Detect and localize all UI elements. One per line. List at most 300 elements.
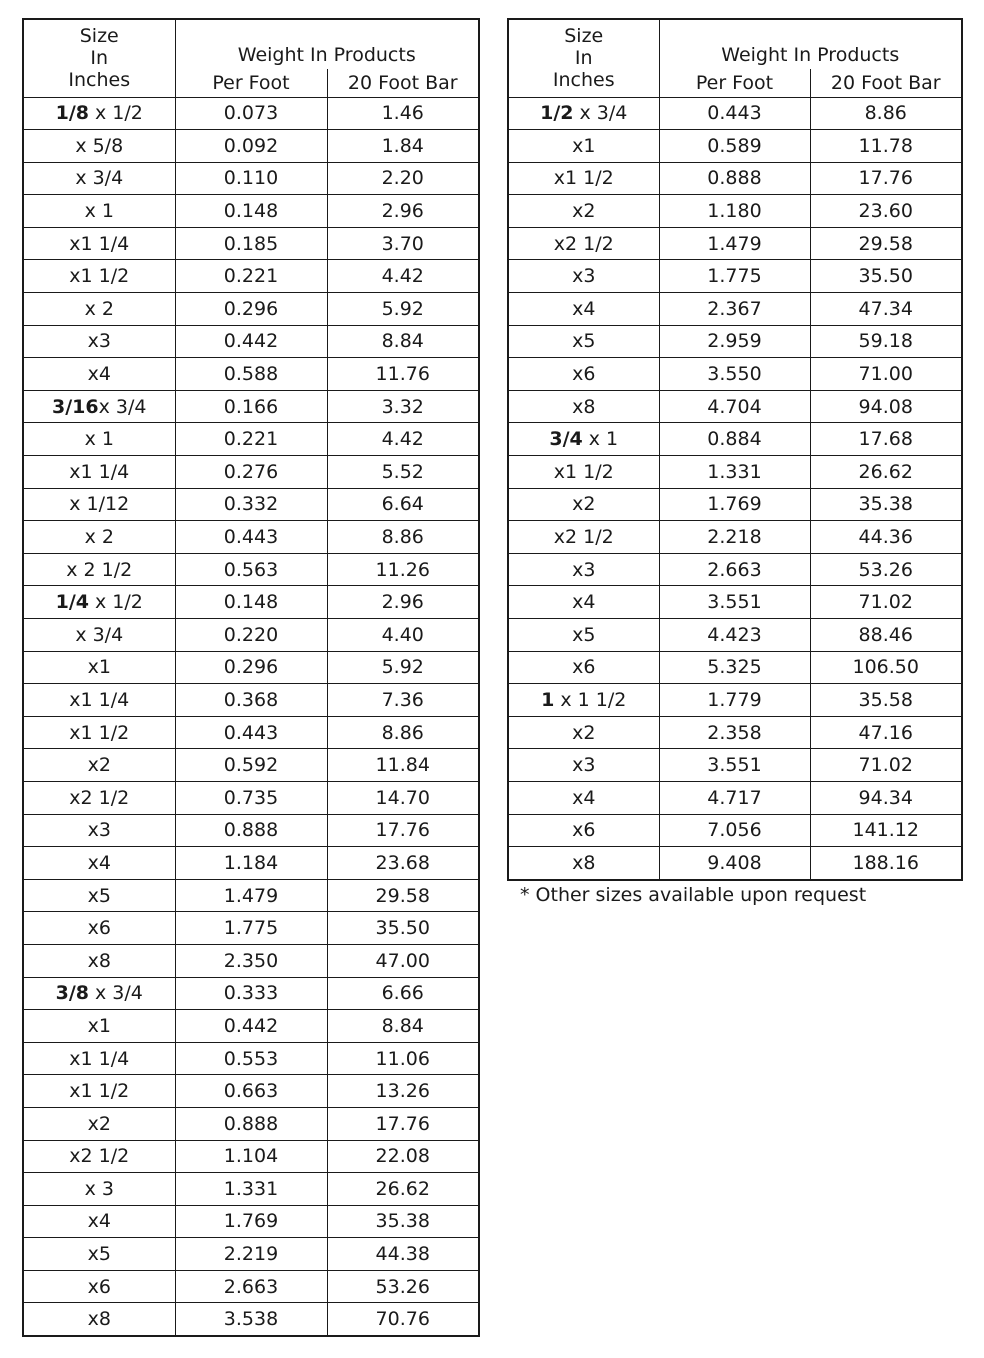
- size-cell: [23, 1140, 175, 1173]
- bar-weight-cell: 2.20: [327, 162, 479, 195]
- size-cell: [508, 781, 659, 814]
- size-cell: [23, 162, 175, 195]
- bar-weight-cell: 5.92: [327, 293, 479, 326]
- per-foot-cell: 3.551: [659, 749, 810, 782]
- per-foot-cell: 0.442: [175, 325, 327, 358]
- size-width: x4: [572, 297, 596, 320]
- bar-weight-cell: 35.38: [810, 488, 962, 521]
- size-cell: [23, 423, 175, 456]
- weight-table-left: [22, 18, 480, 1337]
- table-row: [23, 1042, 479, 1075]
- size-width: x2 1/2: [553, 526, 614, 549]
- table-row: [508, 716, 962, 749]
- size-cell: [23, 1173, 175, 1206]
- size-cell: [23, 781, 175, 814]
- size-cell: [23, 97, 175, 130]
- bar-weight-cell: 47.34: [810, 293, 962, 326]
- per-foot-cell: 0.368: [175, 684, 327, 717]
- size-cell: [23, 944, 175, 977]
- table-row: [508, 260, 962, 293]
- bar-weight-cell: 6.66: [327, 977, 479, 1010]
- size-width: x 2 1/2: [66, 558, 133, 581]
- table-row: [23, 814, 479, 847]
- bar-weight-cell: 106.50: [810, 651, 962, 684]
- per-foot-cell: 0.663: [175, 1075, 327, 1108]
- per-foot-cell: 0.073: [175, 97, 327, 130]
- size-width: x4: [572, 591, 596, 614]
- per-foot-cell: 0.221: [175, 423, 327, 456]
- bar-weight-cell: 23.68: [327, 847, 479, 880]
- bar-weight-cell: 29.58: [327, 879, 479, 912]
- per-foot-cell: 0.589: [659, 130, 810, 163]
- size-width: x 3/4: [573, 102, 628, 125]
- weight-table-right: [507, 18, 963, 881]
- per-foot-header: Per Foot: [175, 69, 327, 97]
- size-width: x 1: [84, 200, 114, 223]
- size-cell: [23, 1238, 175, 1271]
- size-width: x3: [572, 754, 596, 777]
- size-width: x3: [572, 558, 596, 581]
- size-width: x2 1/2: [69, 786, 130, 809]
- size-cell: [508, 423, 659, 456]
- bar-weight-cell: 35.38: [327, 1205, 479, 1238]
- size-cell: [23, 195, 175, 228]
- per-foot-cell: 0.884: [659, 423, 810, 456]
- bar-weight-cell: 17.68: [810, 423, 962, 456]
- size-cell: [23, 684, 175, 717]
- per-foot-cell: 1.180: [659, 195, 810, 228]
- table-row: [23, 619, 479, 652]
- per-foot-cell: 2.663: [659, 553, 810, 586]
- size-cell: [508, 195, 659, 228]
- size-cell: [23, 325, 175, 358]
- weight-group-header: Weight In Products: [175, 19, 479, 69]
- bar-header: 20 Foot Bar: [327, 69, 479, 97]
- size-cell: [23, 1042, 175, 1075]
- table-row: [23, 879, 479, 912]
- table-row: [508, 781, 962, 814]
- bar-weight-cell: 1.46: [327, 97, 479, 130]
- size-cell: [508, 456, 659, 489]
- size-header-line-1: Size: [564, 25, 604, 48]
- bar-weight-cell: 94.34: [810, 781, 962, 814]
- table-row: [23, 1173, 479, 1206]
- per-foot-cell: 0.333: [175, 977, 327, 1010]
- bar-weight-cell: 47.00: [327, 944, 479, 977]
- bar-weight-cell: 188.16: [810, 847, 962, 880]
- per-foot-cell: 0.148: [175, 195, 327, 228]
- size-width: x5: [572, 623, 596, 646]
- bar-weight-cell: 71.00: [810, 358, 962, 391]
- size-cell: [23, 260, 175, 293]
- size-cell: [23, 716, 175, 749]
- table-row: [23, 781, 479, 814]
- size-cell: [508, 260, 659, 293]
- size-width: x 1/12: [69, 493, 130, 516]
- size-cell: [23, 879, 175, 912]
- bar-weight-cell: 11.84: [327, 749, 479, 782]
- per-foot-cell: 0.092: [175, 130, 327, 163]
- size-width: x6: [87, 917, 111, 940]
- size-width: x1: [87, 656, 111, 679]
- size-thickness: 3/16: [52, 395, 99, 418]
- table-row: [23, 325, 479, 358]
- table-row: [23, 358, 479, 391]
- bar-weight-cell: 2.96: [327, 195, 479, 228]
- size-thickness: 1/2: [540, 102, 574, 125]
- size-width: x 3/4: [75, 623, 124, 646]
- per-foot-cell: 4.423: [659, 619, 810, 652]
- bar-weight-cell: 4.40: [327, 619, 479, 652]
- size-width: x8: [572, 851, 596, 874]
- per-foot-cell: 0.888: [175, 814, 327, 847]
- bar-weight-cell: 6.64: [327, 488, 479, 521]
- size-cell: [23, 1010, 175, 1043]
- per-foot-cell: 1.775: [659, 260, 810, 293]
- size-cell: [23, 749, 175, 782]
- per-foot-cell: 0.296: [175, 651, 327, 684]
- table-row: [23, 1075, 479, 1108]
- per-foot-cell: 7.056: [659, 814, 810, 847]
- bar-weight-cell: 13.26: [327, 1075, 479, 1108]
- size-width: x1 1/2: [69, 721, 130, 744]
- table-row: [508, 227, 962, 260]
- size-width: x1 1/2: [553, 167, 614, 190]
- per-foot-cell: 2.218: [659, 521, 810, 554]
- size-header-line-3: Inches: [552, 69, 615, 92]
- size-cell: [508, 553, 659, 586]
- size-width: x 5/8: [75, 134, 124, 157]
- bar-weight-cell: 2.96: [327, 586, 479, 619]
- per-foot-cell: 3.538: [175, 1303, 327, 1336]
- table-row: [23, 521, 479, 554]
- bar-weight-cell: 17.76: [327, 1107, 479, 1140]
- table-row: [508, 684, 962, 717]
- per-foot-cell: 1.104: [175, 1140, 327, 1173]
- bar-weight-cell: 141.12: [810, 814, 962, 847]
- size-width: x4: [572, 786, 596, 809]
- size-cell: [23, 488, 175, 521]
- size-thickness: 1: [541, 688, 555, 711]
- per-foot-cell: 3.550: [659, 358, 810, 391]
- size-width: x8: [572, 395, 596, 418]
- per-foot-cell: 2.219: [175, 1238, 327, 1271]
- bar-weight-cell: 3.32: [327, 390, 479, 423]
- per-foot-cell: 0.735: [175, 781, 327, 814]
- size-cell: [23, 651, 175, 684]
- per-foot-header: Per Foot: [659, 69, 810, 97]
- size-width: x2 1/2: [69, 1145, 130, 1168]
- size-cell: [508, 358, 659, 391]
- size-width: x 1: [84, 428, 114, 451]
- size-width: x6: [87, 1275, 111, 1298]
- bar-weight-cell: 11.78: [810, 130, 962, 163]
- size-width: x1 1/4: [69, 460, 130, 483]
- bar-weight-cell: 71.02: [810, 749, 962, 782]
- size-width: x3: [572, 265, 596, 288]
- table-row: [508, 553, 962, 586]
- bar-weight-cell: 94.08: [810, 390, 962, 423]
- table-row: [23, 1205, 479, 1238]
- size-width: x2 1/2: [553, 232, 614, 255]
- size-cell: [23, 521, 175, 554]
- table-row: [23, 1238, 479, 1271]
- size-width: x2: [572, 721, 596, 744]
- bar-weight-cell: 35.58: [810, 684, 962, 717]
- table-row: [508, 358, 962, 391]
- per-foot-cell: 4.717: [659, 781, 810, 814]
- bar-weight-cell: 11.26: [327, 553, 479, 586]
- table-row: [23, 749, 479, 782]
- size-width: x2: [572, 493, 596, 516]
- table-row: [23, 586, 479, 619]
- table-row: [508, 130, 962, 163]
- bar-weight-cell: 26.62: [327, 1173, 479, 1206]
- bar-weight-cell: 8.84: [327, 1010, 479, 1043]
- size-header-line-3: Inches: [68, 69, 131, 92]
- bar-weight-cell: 23.60: [810, 195, 962, 228]
- bar-weight-cell: 22.08: [327, 1140, 479, 1173]
- size-width: x 2: [84, 297, 114, 320]
- size-width: x2: [87, 754, 111, 777]
- size-thickness: 1/8: [55, 102, 89, 125]
- size-cell: [23, 553, 175, 586]
- table-row: [508, 390, 962, 423]
- bar-weight-cell: 17.76: [810, 162, 962, 195]
- size-width: x1 1/4: [69, 688, 130, 711]
- size-width: x1 1/2: [69, 265, 130, 288]
- table-row: [508, 586, 962, 619]
- size-width: x1 1/4: [69, 232, 130, 255]
- per-foot-cell: 0.332: [175, 488, 327, 521]
- size-cell: [23, 456, 175, 489]
- per-foot-cell: 0.442: [175, 1010, 327, 1043]
- size-cell: [508, 488, 659, 521]
- bar-weight-cell: 8.86: [327, 716, 479, 749]
- size-cell: [23, 1075, 175, 1108]
- bar-weight-cell: 17.76: [327, 814, 479, 847]
- table-row: [23, 944, 479, 977]
- table-row: [508, 195, 962, 228]
- bar-header: 20 Foot Bar: [810, 69, 962, 97]
- size-width: x 1/2: [88, 102, 143, 125]
- per-foot-cell: 0.592: [175, 749, 327, 782]
- size-cell: [23, 814, 175, 847]
- table-row: [508, 162, 962, 195]
- table-row: [23, 684, 479, 717]
- table-row: [508, 651, 962, 684]
- bar-weight-cell: 8.86: [327, 521, 479, 554]
- size-width: x 3/4: [98, 395, 147, 418]
- size-width: x 1/2: [88, 591, 143, 614]
- per-foot-cell: 0.443: [175, 716, 327, 749]
- table-row: [23, 227, 479, 260]
- size-cell: [23, 358, 175, 391]
- table-row: [23, 1303, 479, 1336]
- size-width: x1: [572, 134, 596, 157]
- bar-weight-cell: 4.42: [327, 260, 479, 293]
- bar-weight-cell: 53.26: [810, 553, 962, 586]
- size-width: x6: [572, 819, 596, 842]
- table-row: [508, 456, 962, 489]
- size-cell: [508, 227, 659, 260]
- per-foot-cell: 1.479: [175, 879, 327, 912]
- bar-weight-cell: 4.42: [327, 423, 479, 456]
- size-cell: [23, 1205, 175, 1238]
- size-width: x4: [87, 851, 111, 874]
- size-cell: [23, 390, 175, 423]
- size-cell: [23, 912, 175, 945]
- table-row: [508, 847, 962, 880]
- per-foot-cell: 1.331: [175, 1173, 327, 1206]
- table-row: [23, 716, 479, 749]
- size-width: x5: [87, 1243, 111, 1266]
- per-foot-cell: 2.350: [175, 944, 327, 977]
- size-width: x3: [87, 819, 111, 842]
- per-foot-cell: 2.663: [175, 1270, 327, 1303]
- table-row: [23, 162, 479, 195]
- table-row: [23, 1140, 479, 1173]
- size-cell: [508, 97, 659, 130]
- size-cell: [508, 684, 659, 717]
- size-width: x 2: [84, 526, 114, 549]
- size-width: x4: [87, 363, 111, 386]
- per-foot-cell: 0.443: [659, 97, 810, 130]
- table-row: [508, 325, 962, 358]
- per-foot-cell: 1.769: [175, 1205, 327, 1238]
- size-cell: [23, 847, 175, 880]
- table-row: [23, 97, 479, 130]
- table-row: [23, 130, 479, 163]
- per-foot-cell: 1.479: [659, 227, 810, 260]
- table-row: [508, 488, 962, 521]
- bar-weight-cell: 8.84: [327, 325, 479, 358]
- table-row: [23, 260, 479, 293]
- size-cell: [508, 847, 659, 880]
- table-row: [508, 293, 962, 326]
- per-foot-cell: 0.588: [175, 358, 327, 391]
- bar-weight-cell: 35.50: [327, 912, 479, 945]
- size-header: [23, 19, 175, 97]
- size-header: [508, 19, 659, 97]
- size-header-line-2: In: [90, 47, 109, 70]
- size-width: x 3/4: [75, 167, 124, 190]
- bar-weight-cell: 44.36: [810, 521, 962, 554]
- size-width: x1: [87, 1014, 111, 1037]
- bar-weight-cell: 71.02: [810, 586, 962, 619]
- per-foot-cell: 0.220: [175, 619, 327, 652]
- size-width: x2: [572, 200, 596, 223]
- per-foot-cell: 0.888: [659, 162, 810, 195]
- bar-weight-cell: 47.16: [810, 716, 962, 749]
- size-cell: [508, 586, 659, 619]
- size-thickness: 3/4: [549, 428, 583, 451]
- size-cell: [23, 619, 175, 652]
- size-width: x 1: [582, 428, 619, 451]
- size-cell: [508, 619, 659, 652]
- per-foot-cell: 3.551: [659, 586, 810, 619]
- size-width: x6: [572, 656, 596, 679]
- per-foot-cell: 2.367: [659, 293, 810, 326]
- table-row: [23, 553, 479, 586]
- per-foot-cell: 0.221: [175, 260, 327, 293]
- per-foot-cell: 0.148: [175, 586, 327, 619]
- per-foot-cell: 1.775: [175, 912, 327, 945]
- size-cell: [508, 651, 659, 684]
- per-foot-cell: 0.110: [175, 162, 327, 195]
- table-row: [23, 390, 479, 423]
- size-width: x3: [87, 330, 111, 353]
- size-thickness: 1/4: [55, 591, 89, 614]
- size-cell: [508, 814, 659, 847]
- bar-weight-cell: 70.76: [327, 1303, 479, 1336]
- size-width: x1 1/2: [553, 460, 614, 483]
- table-row: [508, 97, 962, 130]
- per-foot-cell: 0.443: [175, 521, 327, 554]
- per-foot-cell: 0.185: [175, 227, 327, 260]
- size-cell: [508, 749, 659, 782]
- per-foot-cell: 0.888: [175, 1107, 327, 1140]
- table-row: [508, 521, 962, 554]
- bar-weight-cell: 1.84: [327, 130, 479, 163]
- size-cell: [23, 1107, 175, 1140]
- per-foot-cell: 1.779: [659, 684, 810, 717]
- per-foot-cell: 2.959: [659, 325, 810, 358]
- bar-weight-cell: 44.38: [327, 1238, 479, 1271]
- table-row: [23, 293, 479, 326]
- size-cell: [508, 390, 659, 423]
- per-foot-cell: 2.358: [659, 716, 810, 749]
- table-row: [23, 977, 479, 1010]
- size-width: x 3/4: [88, 982, 143, 1005]
- size-width: x4: [87, 1210, 111, 1233]
- table-row: [23, 195, 479, 228]
- bar-weight-cell: 3.70: [327, 227, 479, 260]
- per-foot-cell: 1.769: [659, 488, 810, 521]
- per-foot-cell: 1.331: [659, 456, 810, 489]
- table-row: [23, 1010, 479, 1043]
- size-width: x2: [87, 1112, 111, 1135]
- per-foot-cell: 1.184: [175, 847, 327, 880]
- per-foot-cell: 0.553: [175, 1042, 327, 1075]
- table-row: [23, 1107, 479, 1140]
- table-row: [508, 619, 962, 652]
- size-width: x 3: [84, 1177, 114, 1200]
- size-thickness: 3/8: [55, 982, 89, 1005]
- size-cell: [508, 716, 659, 749]
- bar-weight-cell: 14.70: [327, 781, 479, 814]
- per-foot-cell: 0.166: [175, 390, 327, 423]
- bar-weight-cell: 7.36: [327, 684, 479, 717]
- size-cell: [23, 1303, 175, 1336]
- table-row: [23, 651, 479, 684]
- bar-weight-cell: 29.58: [810, 227, 962, 260]
- size-cell: [508, 130, 659, 163]
- size-cell: [23, 227, 175, 260]
- size-cell: [508, 325, 659, 358]
- table-row: [23, 847, 479, 880]
- size-width: x6: [572, 363, 596, 386]
- table-row: [23, 423, 479, 456]
- size-width: x8: [87, 949, 111, 972]
- bar-weight-cell: 8.86: [810, 97, 962, 130]
- size-width: x8: [87, 1308, 111, 1331]
- per-foot-cell: 0.276: [175, 456, 327, 489]
- bar-weight-cell: 26.62: [810, 456, 962, 489]
- size-header-line-2: In: [574, 47, 593, 70]
- bar-weight-cell: 88.46: [810, 619, 962, 652]
- table-row: [23, 456, 479, 489]
